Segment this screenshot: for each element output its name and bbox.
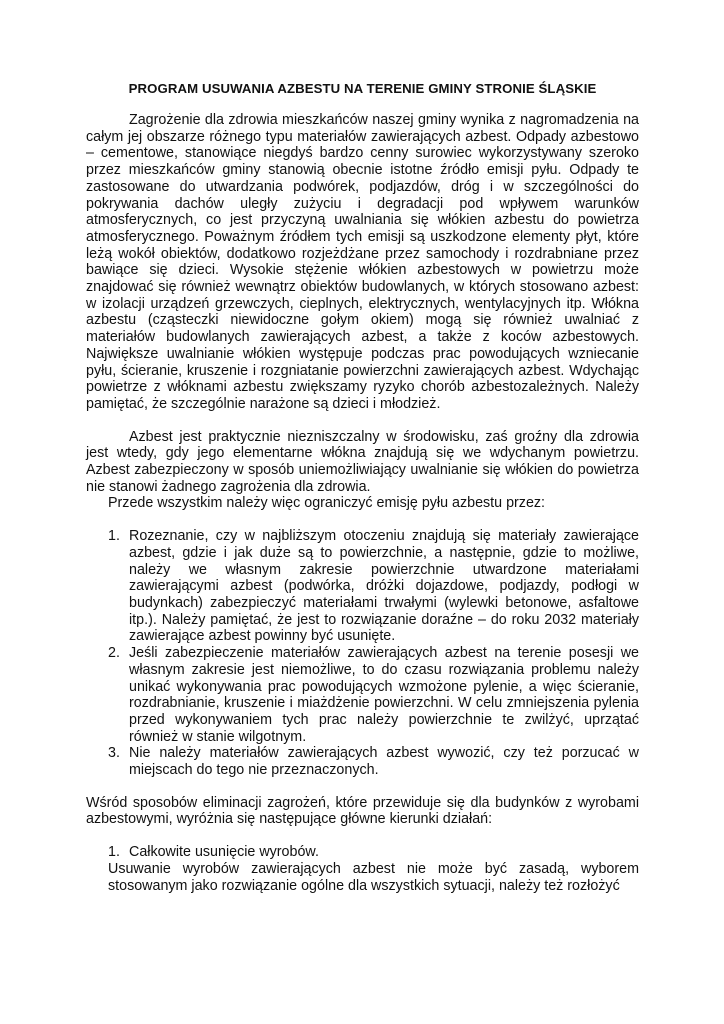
paragraph-asbestos-safety: Azbest jest praktycznie niezniszczalny w środowisku, zaś groźny dla zdrowia jest wtedy, gdy jego elementarne włókna znajdują się we wdychanym powietrzu. Azbest zabezpieczony w sposób uniemożliwiający uwalnianie się włókien do powietrza nie stanowi żadnego zagrożenia dla zdrowia.: [86, 428, 639, 495]
list-item-number: 1.: [108, 528, 120, 545]
list-item-text: Rozeznanie, czy w najbliższym otoczeniu znajdują się materiały zawierające azbest, gdzie i jak duże są to powierzchnie, a następnie, gdzie to możliwe, należy we własnym zakresie powierzchnie utwardzone materiałami zawierającymi azbest (podwórka, dróżki dojazdowe, podjazdy, podłogi w budynkach) zabezpieczyć materiałami trwałymi (wylewki betonowe, asfaltowe itp.). Należy pamiętać, że jest to rozwiązanie doraźne – do roku 2032 materiały zawierające azbest powinny być usunięte.: [129, 528, 639, 645]
subsection-heading-text: Całkowite usunięcie wyrobów.: [129, 844, 319, 861]
document-title: PROGRAM USUWANIA AZBESTU NA TERENIE GMINY STRONIE ŚLĄSKIE: [128, 81, 597, 96]
list-item: [86, 645, 639, 745]
list-item-text: Jeśli zabezpieczenie materiałów zawierających azbest na terenie posesji we własnym zakresie jest niemożliwe, to do czasu rozwiązania problemu należy unikać wykonywania prac powodujących wzmożone pylenie, a więc ścieranie, rozdrabnianie, kruszenie i miażdżenie powierzchni. W celu zmniejszenia pylenia przed wykonywaniem tych prac należy powierzchnie te zwilżyć, uprzątać również w stanie wilgotnym.: [129, 645, 639, 745]
subsection-heading: [86, 844, 639, 861]
document-body: [86, 80, 639, 894]
list-item-text: Nie należy materiałów zawierających azbest wywozić, czy też porzucać w miejscach do tego nie przeznaczonych.: [129, 745, 639, 779]
list-item-number: 2.: [108, 645, 120, 662]
list-item: [86, 745, 639, 778]
subsection-text: Usuwanie wyrobów zawierających azbest nie może być zasadą, wyborem stosowanym jako rozwiązanie ogólne dla wszystkich sytuacji, należy też rozłożyć: [108, 860, 639, 894]
paragraph-hazard: Zagrożenie dla zdrowia mieszkańców naszej gminy wynika z nagromadzenia na całym jej obszarze różnego typu materiałów zawierających azbest. Odpady azbestowo – cementowe, stanowiące niegdyś bardzo cenny surowiec wykorzystywany szeroko przez mieszkańców gminy stanowią obecnie istotne źródło emisji pyłu. Odpady te zastosowane do utwardzania podwórek, podjazdów, dróg i w szczególności do pokrywania dachów uległy zużyciu i degradacji pod wpływem warunków atmosferycznych, co jest przyczyną uwalniania się włókien azbestu do powietrza atmosferycznego. Poważnym źródłem tych emisji są uszkodzone elementy płyt, które leżą wokół obiektów, dodatkowo rozjeżdżane przez samochody i rozdrabniane przez bawiące się dzieci. Wysokie stężenie włókien azbestowych w powietrzu może znajdować się również wewnątrz obiektów budowlanych, w których stosowano azbest: w izolacji urządzeń grzewczych, cieplnych, elektrycznych, wentylacyjnych itp. Włókna azbestu (cząsteczki niewidoczne gołym okiem) mogą się również uwalniać z materiałów budowlanych zawierających azbest, a także z koców azbestowych. Największe uwalnianie włókien występuje podczas prac powodujących wzniecanie pyłu, ścieranie, kruszenie i rozgniatanie powierzchni zawierających azbest. Wdychając powietrze z włóknami azbestu zwiększamy ryzyko chorób azbestozależnych. Należy pamiętać, że szczególnie narażone są dzieci i młodzież.: [86, 112, 639, 412]
paragraph-list-intro: Przede wszystkim należy więc ograniczyć emisję pyłu azbestu przez:: [108, 495, 546, 512]
paragraph-elimination-methods: Wśród sposobów eliminacji zagrożeń, które przewiduje się dla budynków z wyrobami azbestowymi, wyróżnia się następujące główne kierunki działań:: [86, 794, 639, 828]
subsection-removal: [86, 844, 639, 894]
list-item: [86, 528, 639, 645]
measures-list: [86, 528, 639, 779]
subsection-number: 1.: [108, 844, 120, 861]
list-item-number: 3.: [108, 745, 120, 762]
